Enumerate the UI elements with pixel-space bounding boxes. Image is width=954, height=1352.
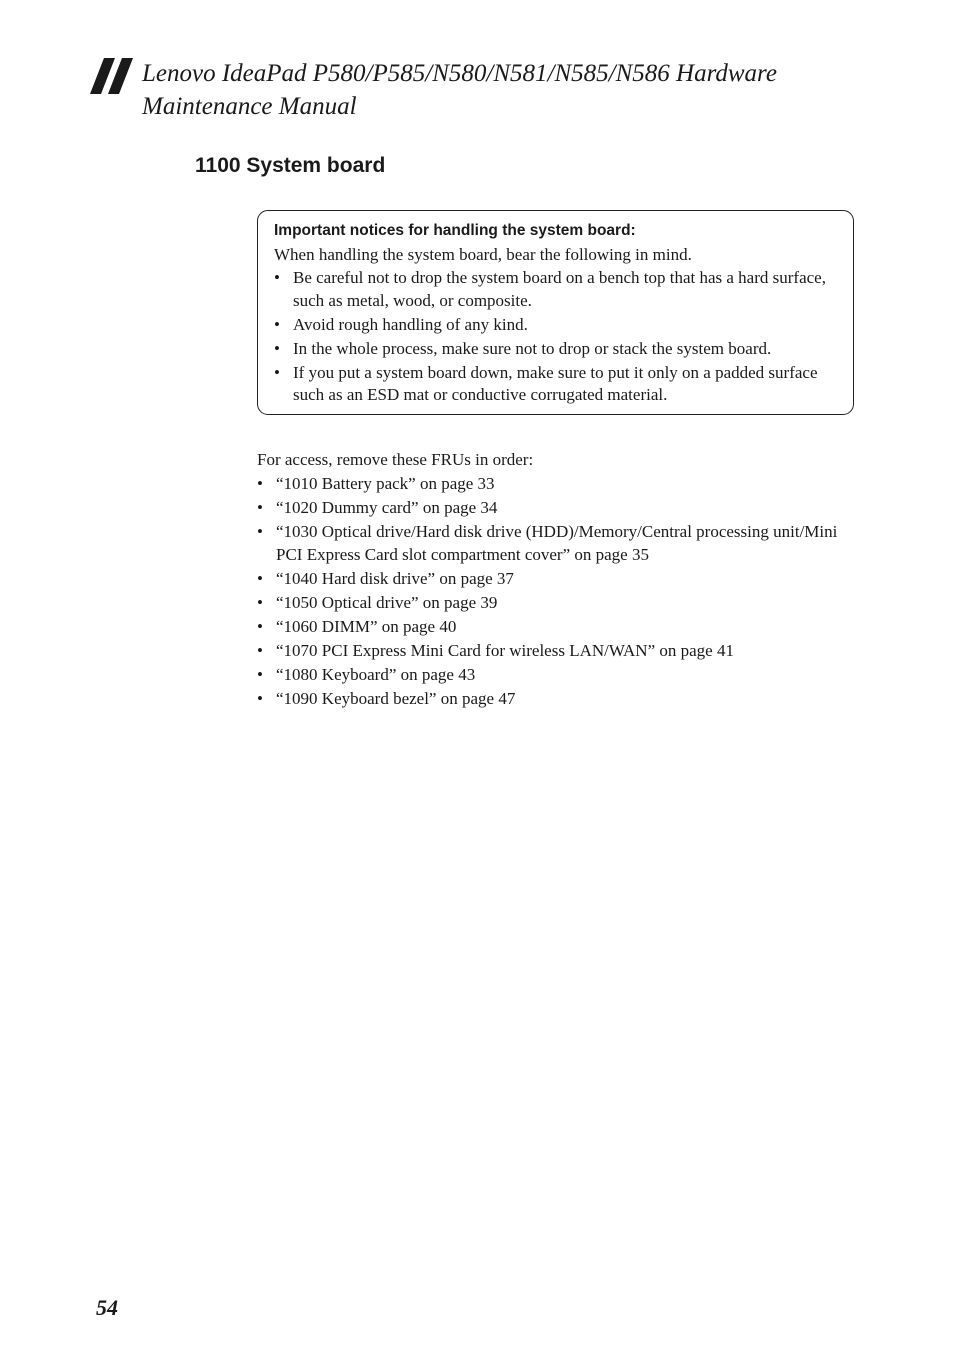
fru-link-dimm[interactable]: • “1060 DIMM” on page 40 xyxy=(257,616,847,639)
notice-title: Important notices for handling the system board: xyxy=(274,222,636,239)
notice-list xyxy=(274,267,834,408)
fru-intro: For access, remove these FRUs in order: xyxy=(257,450,534,469)
fru-link-keyboard[interactable]: • “1080 Keyboard” on page 43 xyxy=(257,664,847,687)
fru-link-pci-express-mini-card[interactable]: • “1070 PCI Express Mini Card for wireless LAN/WAN” on page 41 xyxy=(257,640,847,663)
fru-link-compartment-cover[interactable]: • “1030 Optical drive/Hard disk drive (HDD)/Memory/Central processing unit/Mini PCI Express Card slot compartment cover” on page 35 xyxy=(257,521,847,566)
section-heading: 1100 System board xyxy=(195,154,386,177)
document-title: Lenovo IdeaPad P580/P585/N580/N581/N585/N586 Hardware Maintenance Manual xyxy=(142,60,777,120)
fru-link-dummy-card[interactable]: • “1020 Dummy card” on page 34 xyxy=(257,497,847,520)
fru-link-hard-disk-drive[interactable]: • “1040 Hard disk drive” on page 37 xyxy=(257,568,847,591)
notice-item: • Be careful not to drop the system board on a bench top that has a hard surface, such as metal, wood, or composite. xyxy=(274,267,834,312)
fru-link-optical-drive[interactable]: • “1050 Optical drive” on page 39 xyxy=(257,592,847,615)
notice-item: • Avoid rough handling of any kind. xyxy=(274,314,834,337)
notice-item: • If you put a system board down, make sure to put it only on a padded surface such as an ESD mat or conductive corrugated material. xyxy=(274,362,834,407)
double-slash-icon xyxy=(90,58,136,94)
fru-list xyxy=(257,473,847,712)
fru-link-keyboard-bezel[interactable]: • “1090 Keyboard bezel” on page 47 xyxy=(257,688,847,711)
notice-item: • In the whole process, make sure not to drop or stack the system board. xyxy=(274,338,834,361)
page-number: 54 xyxy=(96,1295,118,1320)
fru-link-battery-pack[interactable]: • “1010 Battery pack” on page 33 xyxy=(257,473,847,496)
notice-intro: When handling the system board, bear the following in mind. xyxy=(274,245,692,264)
